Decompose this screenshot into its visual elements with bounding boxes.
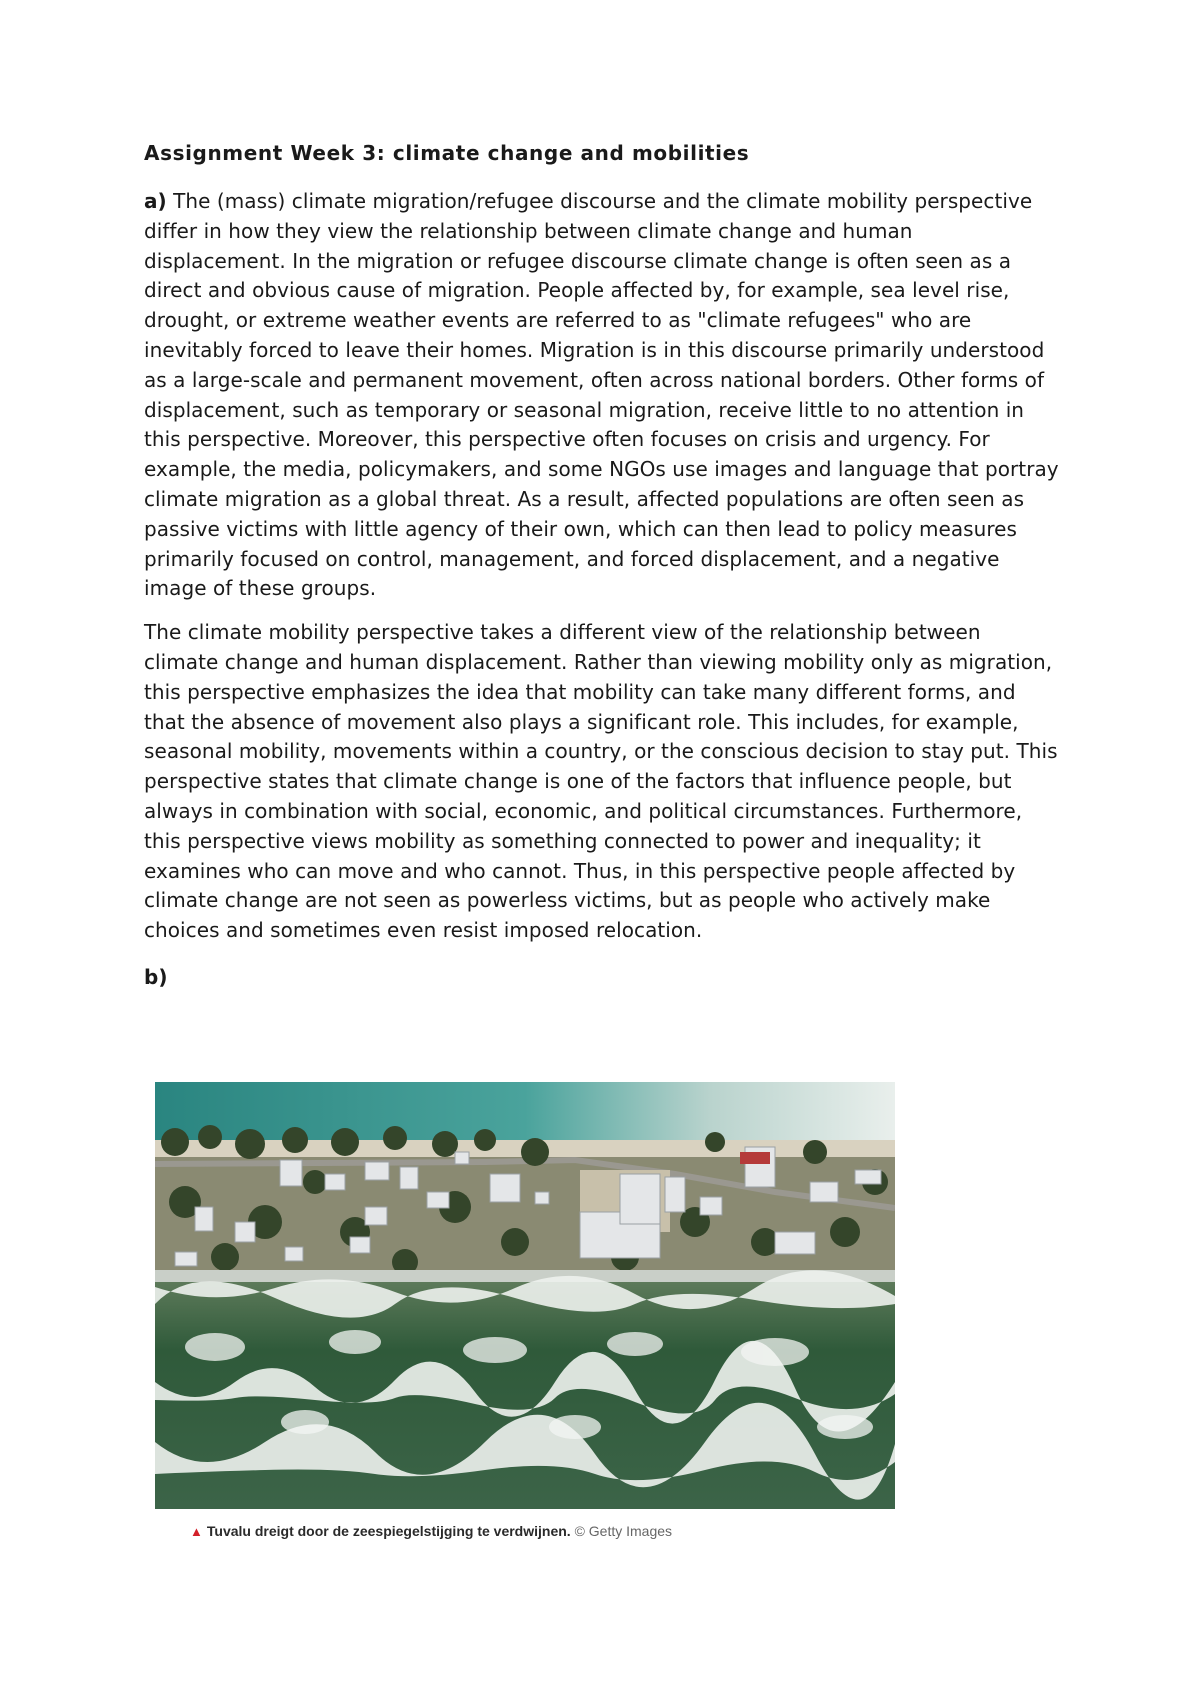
section-a-label: a) <box>144 189 167 213</box>
paragraph-a-2: The climate mobility perspective takes a different view of the relationship between climate change and human displacement. Rather than viewing mobility only as migration, this perspective emphasizes the idea that mobility can take many different forms, and that the absence of movement also plays a significant role. This includes, for example, seasonal mobility, movements within a country, or the conscious decision to stay put. This perspective states that climate change is one of the factors that influence people, but always in combination with social, economic, and political circumstances. Furthermore, this perspective views mobility as something connected to power and inequality; it examines who can move and who cannot. Thus, in this perspective people affected by climate change are not seen as powerless victims, but as people who actively make choices and sometimes even resist imposed relocation. <box>144 620 1058 943</box>
paragraph-a-1-text: The (mass) climate migration/refugee discourse and the climate mobility perspective differ in how they view the relationship between climate change and human displacement. In the migration or refugee discourse climate change is often seen as a direct and obvious cause of migration. People affected by, for example, sea level rise, drought, or extreme weather events are referred to as "climate refugees" who are inevitably forced to leave their homes. Migration is in this discourse primarily understood as a large-scale and permanent movement, often across national borders. Other forms of displacement, such as temporary or seasonal migration, receive little to no attention in this perspective. Moreover, this perspective often focuses on crisis and urgency. For example, the media, policymakers, and some NGOs use images and language that portray climate migration as a global threat. As a result, affected populations are often seen as passive victims with little agency of their own, which can then lead to policy measures primarily focused on control, management, and forced displacement, and a negative image of these groups. <box>144 189 1059 601</box>
aerial-photo-tuvalu <box>155 1082 895 1509</box>
paragraph-a-1 <box>144 187 1060 604</box>
caption-text: Tuvalu dreigt door de zeespiegelstijging te verdwijnen. <box>206 1523 571 1539</box>
section-b-label: b) <box>144 964 168 989</box>
red-roof <box>740 1152 770 1164</box>
figure-caption <box>190 1523 672 1539</box>
document-title: Assignment Week 3: climate change and mobilities <box>144 141 750 165</box>
caption-credit: © Getty Images <box>574 1523 673 1539</box>
caption-marker-icon: ▲ <box>190 1524 203 1539</box>
aerial-photo-illustration <box>155 1082 895 1509</box>
